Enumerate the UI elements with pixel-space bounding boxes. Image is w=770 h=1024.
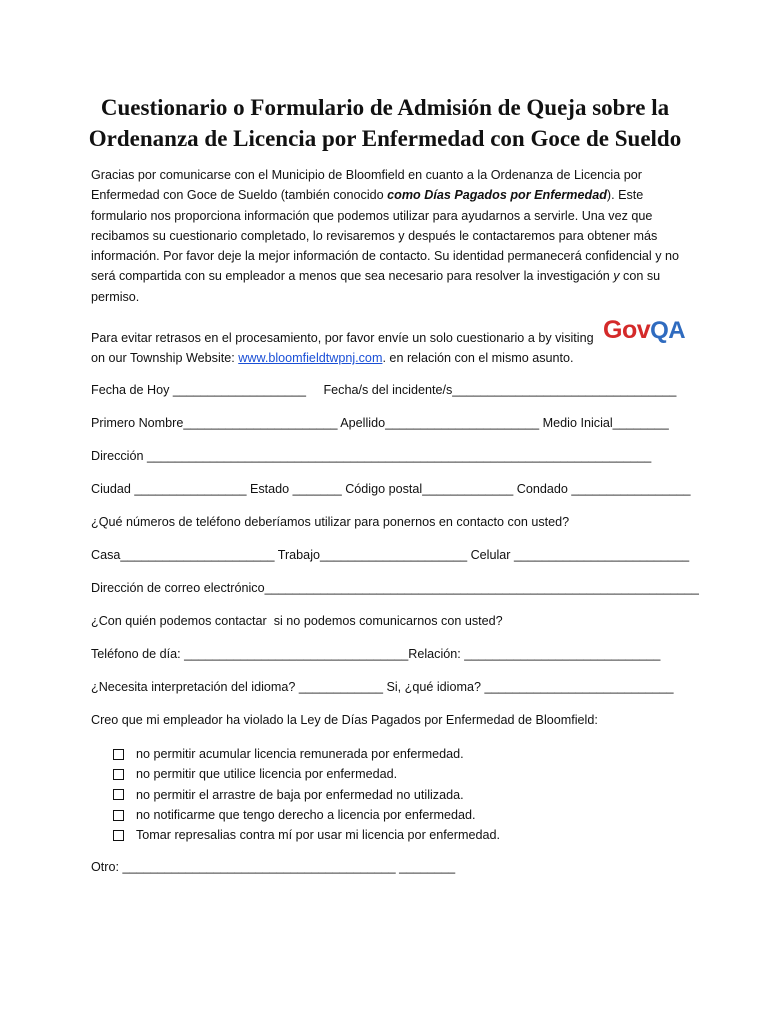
date-fields-row[interactable]: Fecha de Hoy ___________________ Fecha/s del incidente/s________________________________ — [91, 383, 677, 397]
address-field-row[interactable]: Dirección ________________________________________________________________________ — [91, 449, 652, 463]
checkbox[interactable] — [113, 789, 124, 800]
logo-gov: Gov — [603, 316, 651, 344]
submit-text-1: Para evitar retrasos en el procesamiento, por favor envíe un solo cuestionario a by visiting — [91, 331, 594, 345]
submit-instructions — [91, 328, 611, 368]
violation-checkbox-list — [113, 744, 500, 845]
submit-text-3: . en relación con el mismo asunto. — [382, 351, 574, 365]
checkbox-item[interactable] — [113, 825, 500, 845]
intro-text-2: ). Este formulario nos proporciona información que podemos utilizar para ayudarnos a servirle. Una vez que recibamos su cuestionario completado, lo revisaremos y después le contactaremos para obtener más información. Por favor deje la mejor información de contacto. Su identidad permanecerá confidencial y no será compartida con su empleador a menos que sea necesario para resolver la investigación — [91, 188, 680, 284]
intro-emphasis: como Días Pagados por Enfermedad — [387, 188, 607, 203]
intro-italic-y: y — [613, 269, 620, 284]
phone-question: ¿Qué números de teléfono deberíamos utilizar para ponernos en contacto con usted? — [91, 515, 570, 529]
checkbox-item[interactable] — [113, 764, 500, 784]
logo-qa: QA — [650, 317, 686, 344]
govqa-logo[interactable] — [603, 316, 685, 345]
submit-text-2: on our Township Website: — [91, 351, 239, 365]
daytime-phone-row[interactable]: Teléfono de día: ________________________________Relación: ____________________________ — [91, 647, 661, 661]
checkbox-label: no permitir acumular licencia remunerada por enfermedad. — [136, 747, 464, 762]
checkbox-item[interactable] — [113, 744, 500, 764]
phone-fields-row[interactable]: Casa______________________ Trabajo_____________________ Celular _________________________ — [91, 548, 690, 562]
intro-text-1: Gracias por comunicarse con el Municipio de Bloomfield en cuanto a la Ordenanza de Licencia por Enfermedad con Goce de Sueldo (también conocido — [91, 168, 642, 203]
alternate-contact-question: ¿Con quién podemos contactar si no podemos comunicarnos con usted? — [91, 614, 503, 628]
name-fields-row[interactable]: Primero Nombre______________________ Apellido______________________ Medio Inicial________ — [91, 416, 669, 430]
checkbox-item[interactable] — [113, 805, 500, 825]
checkbox-label: no permitir el arrastre de baja por enfermedad no utilizada. — [136, 787, 464, 802]
title-line-2: Ordenanza de Licencia por Enfermedad con Goce de Sueldo — [88, 126, 682, 151]
checkbox-item[interactable] — [113, 785, 500, 805]
intro-paragraph — [91, 165, 686, 307]
interpretation-row[interactable]: ¿Necesita interpretación del idioma? ____________ Si, ¿qué idioma? ___________________________ — [91, 680, 674, 694]
city-state-zip-row[interactable]: Ciudad ________________ Estado _______ Código postal_____________ Condado _________________ — [91, 482, 691, 496]
township-website-link[interactable]: www.bloomfieldtwpnj.com — [238, 351, 383, 365]
other-field-row[interactable]: Otro: _______________________________________ ________ — [91, 860, 456, 874]
intro-text-3: con su permiso. — [91, 269, 661, 304]
checkbox[interactable] — [113, 810, 124, 821]
email-field-row[interactable]: Dirección de correo electrónico______________________________________________________________ — [91, 581, 699, 595]
checkbox-label: Tomar represalias contra mí por usar mi licencia por enfermedad. — [136, 828, 500, 843]
violation-statement: Creo que mi empleador ha violado la Ley de Días Pagados por Enfermedad de Bloomfield: — [91, 713, 598, 727]
checkbox[interactable] — [113, 769, 124, 780]
checkbox[interactable] — [113, 830, 124, 841]
page-title — [60, 92, 710, 154]
checkbox-label: no permitir que utilice licencia por enfermedad. — [136, 767, 398, 782]
title-line-1: Cuestionario o Formulario de Admisión de Queja sobre la — [100, 95, 670, 120]
checkbox-label: no notificarme que tengo derecho a licencia por enfermedad. — [136, 808, 476, 823]
checkbox[interactable] — [113, 749, 124, 760]
